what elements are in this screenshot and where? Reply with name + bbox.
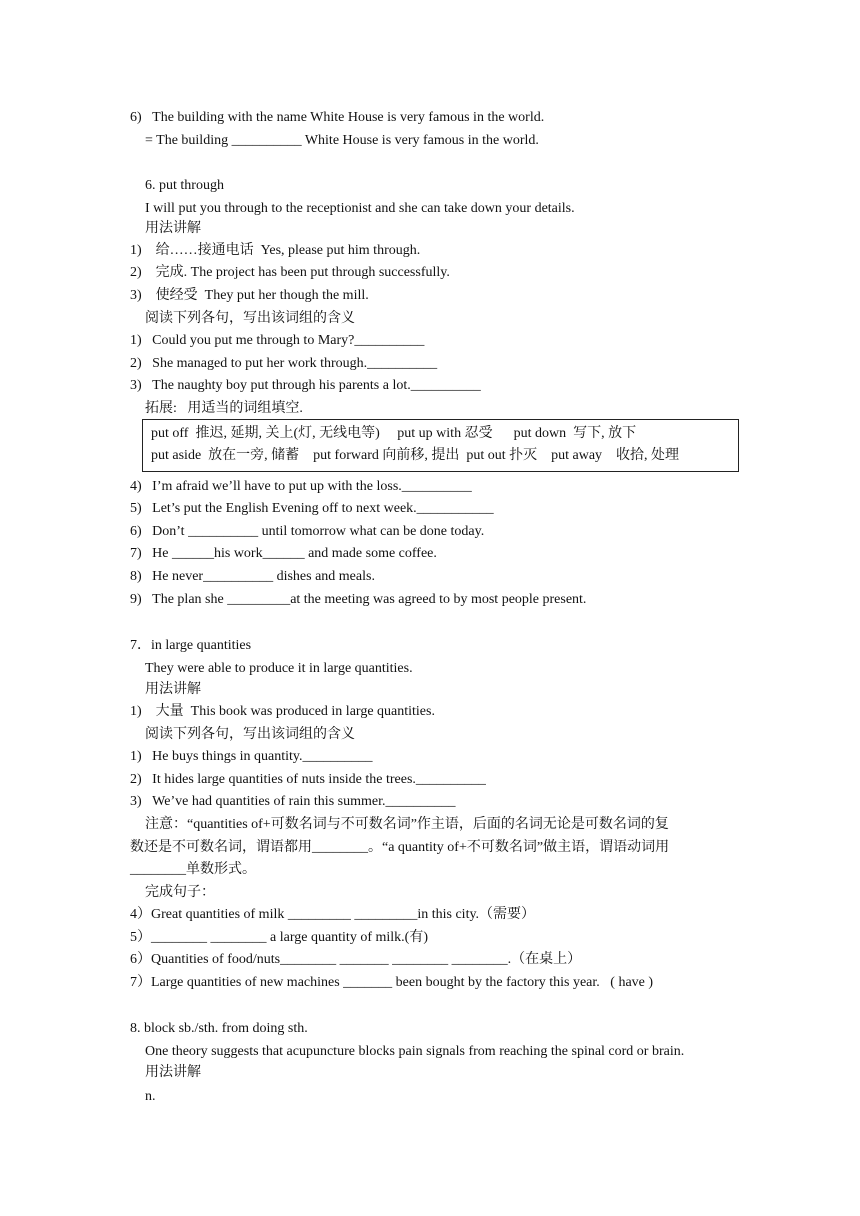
section-7-heading: 7．in large quantities [130,638,252,653]
section-6-read-3: 3) The naughty boy put through his parents a lot.__________ [130,378,481,393]
phrase-box-line-1: put off 推迟, 延期, 关上(灯, 无线电等) put up with 忍受 put down 写下, 放下 [151,426,637,441]
section-6-read-1: 1) Could you put me through to Mary?__________ [130,333,425,348]
section-7-read-title: 阅读下列各句，写出该词组的含义 [145,727,355,742]
exercise-6-rewrite: = The building __________ White House is very famous in the world. [145,133,539,148]
exercise-6-sentence: 6) The building with the name White House is very famous in the world. [130,110,545,125]
section-6-heading: 6. put through [145,178,224,193]
section-6-read-2: 2) She managed to put her work through.__________ [130,356,438,371]
section-7-complete-6: 6）Quantities of food/nuts________ _______ ________ ________.（在桌上） [130,952,582,967]
section-7-complete-title: 完成句子： [145,885,215,900]
section-7-example: They were able to produce it in large quantities. [145,661,413,676]
section-7-usage-1: 1) 大量 This book was produced in large quantities. [130,704,435,719]
section-6-read-title: 阅读下列各句，写出该词组的含义 [145,311,355,326]
section-6-fill-7: 7) He ______his work______ and made some coffee. [130,546,437,561]
section-7-complete-5: 5）________ ________ a large quantity of milk.(有) [130,930,428,945]
section-7-usage-title: 用法讲解 [145,682,201,697]
section-6-fill-9: 9) The plan she _________at the meeting was agreed to by most people present. [130,592,587,607]
section-6-fill-4: 4) I’m afraid we’ll have to put up with the loss.__________ [130,479,472,494]
section-6-usage-title: 用法讲解 [145,221,201,236]
section-6-fill-6: 6) Don’t __________ until tomorrow what can be done today. [130,524,485,539]
section-6-usage-3: 3) 使经受 They put her though the mill. [130,288,369,303]
section-6-fill-8: 8) He never__________ dishes and meals. [130,569,375,584]
section-7-complete-4: 4）Great quantities of milk _________ _________in this city.（需要） [130,907,536,922]
section-7-read-2: 2) It hides large quantities of nuts inside the trees.__________ [130,772,486,787]
section-6-fill-5: 5) Let’s put the English Evening off to next week.___________ [130,501,494,516]
section-7-note-3: ________单数形式。 [130,862,256,877]
section-6-extend-title: 拓展: 用适当的词组填空. [145,401,303,416]
section-6-usage-2: 2) 完成. The project has been put through successfully. [130,265,450,280]
phrase-box-line-2: put aside 放在一旁, 储蓄 put forward 向前移, 提出 put out 扑灭 put away 收拾, 处理 [151,448,680,463]
section-7-complete-7: 7）Large quantities of new machines _______ been bought by the factory this year. ( have ) [130,975,654,990]
section-8-usage-title: 用法讲解 [145,1065,201,1080]
section-6-usage-1: 1) 给……接通电话 Yes, please put him through. [130,243,421,258]
section-7-read-1: 1) He buys things in quantity.__________ [130,749,373,764]
section-8-pos: n. [145,1089,156,1104]
section-7-read-3: 3) We’ve had quantities of rain this summer.__________ [130,794,456,809]
section-8-example: One theory suggests that acupuncture blocks pain signals from reaching the spinal cord or brain. [145,1044,685,1059]
section-6-example: I will put you through to the receptionist and she can take down your details. [145,201,575,216]
section-8-heading: 8. block sb./sth. from doing sth. [130,1021,308,1036]
section-7-note-1: 注意：“quantities of+可数名词与不可数名词”作主语，后面的名词无论是可数名词的复 [145,817,669,832]
phrase-box [142,419,739,472]
section-7-note-2: 数还是不可数名词，谓语都用________。“a quantity of+不可数名词”做主语，谓语动词用 [130,840,670,855]
